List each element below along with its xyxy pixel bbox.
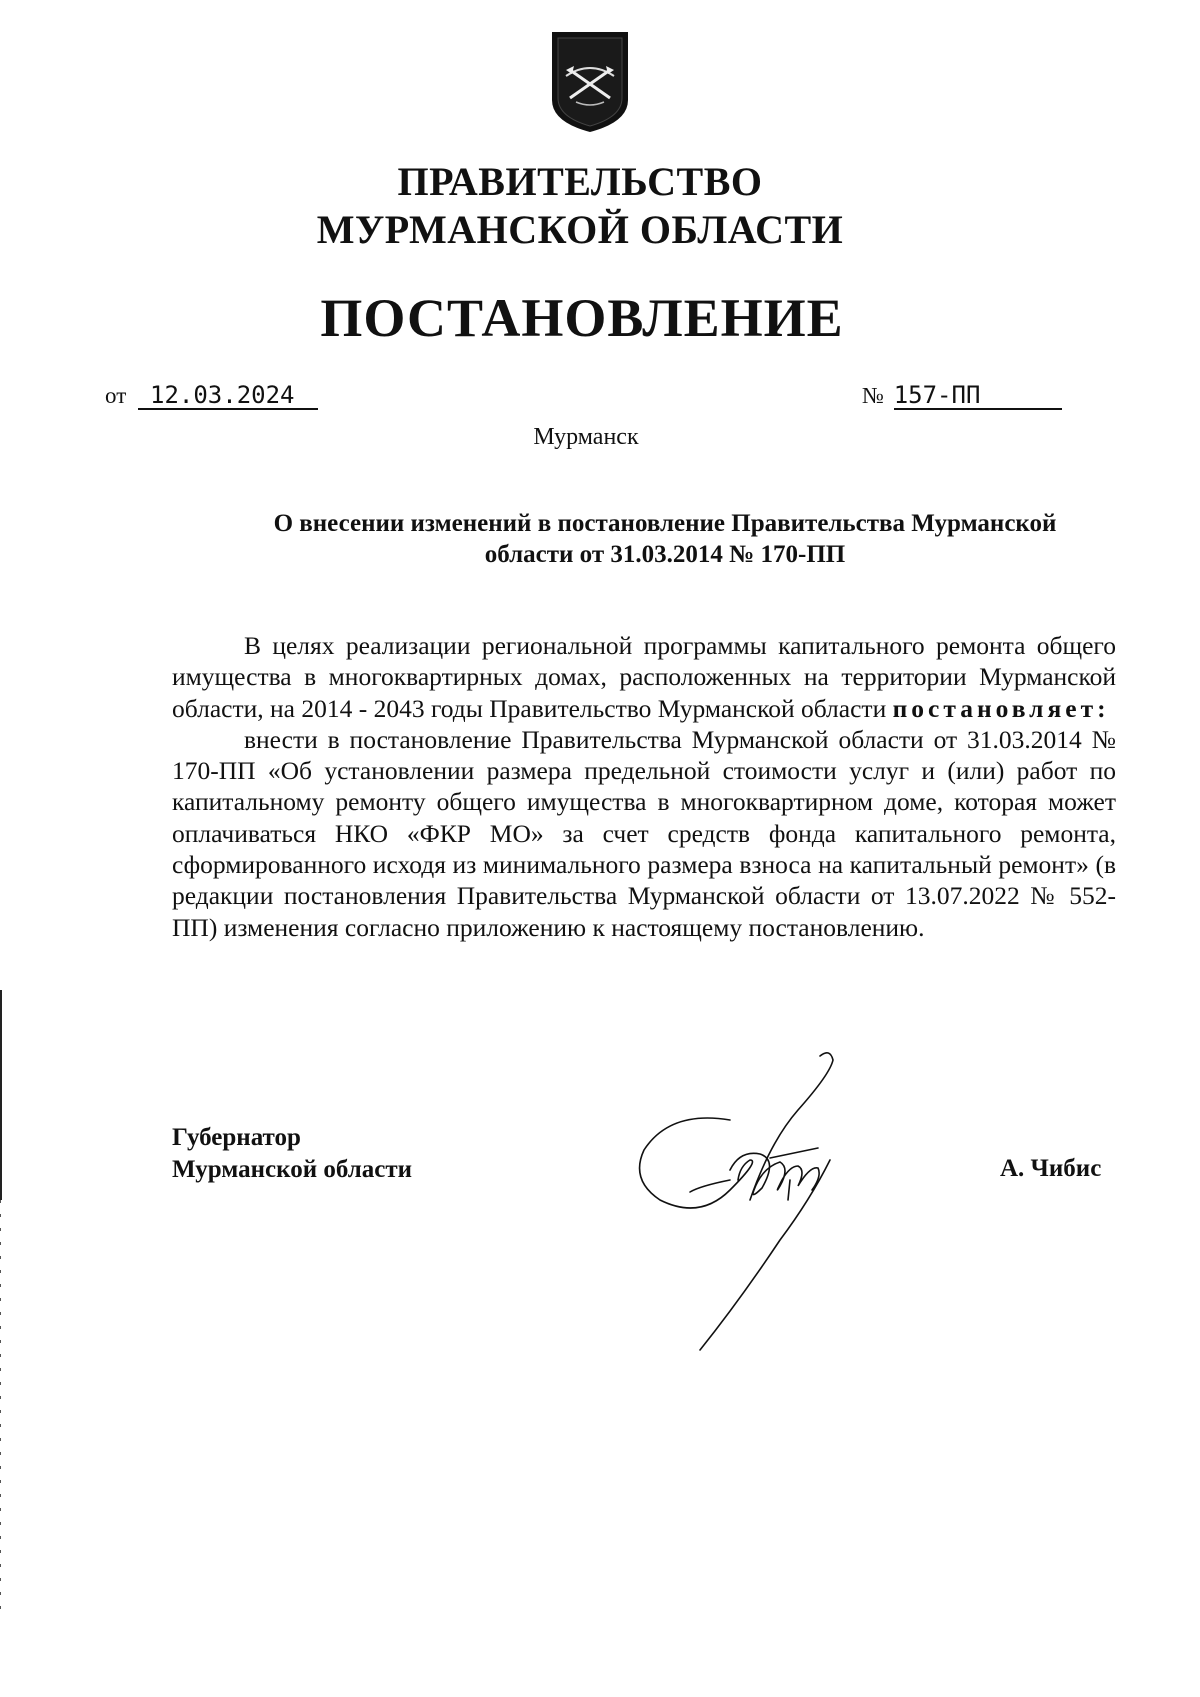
body-paragraph-1 bbox=[172, 630, 1116, 724]
scan-edge-dots bbox=[0, 1200, 1, 1620]
subject-line-2: области от 31.03.2014 № 170-ПП bbox=[484, 541, 846, 568]
coat-of-arms-icon bbox=[550, 30, 630, 134]
document-body bbox=[172, 630, 1116, 943]
document-type-title: ПОСТАНОВЛЕНИЕ bbox=[320, 288, 844, 348]
document-subject bbox=[215, 508, 1115, 570]
signer-title-line-2: Мурманской области bbox=[172, 1156, 413, 1183]
scan-edge-mark bbox=[0, 990, 2, 1200]
government-line-2: МУРМАНСКОЙ ОБЛАСТИ bbox=[316, 207, 844, 252]
paragraph-1-text: В целях реализации региональной программы капитального ремонта общего имущества в многоквартирных домах, расположенных на территории Мурманской области, на 2014 - 2043 годы Правительство Мурманской области bbox=[172, 631, 1116, 723]
number-prefix: № bbox=[862, 383, 884, 408]
subject-line-1: О внесении изменений в постановление Правительства Мурманской bbox=[273, 510, 1057, 537]
date-prefix: от bbox=[105, 383, 127, 408]
city-line bbox=[0, 424, 1200, 451]
resolution-keyword: постановляет: bbox=[892, 693, 1110, 723]
number-line bbox=[862, 382, 1062, 410]
signature-icon bbox=[630, 1050, 920, 1360]
government-line-1: ПРАВИТЕЛЬСТВО bbox=[397, 159, 763, 204]
document-date: 12.03.2024 bbox=[138, 382, 318, 410]
city-name: Мурманск bbox=[533, 424, 639, 450]
body-paragraph-2: внести в постановление Правительства Мурманской области от 31.03.2014 № 170-ПП «Об установлении размера предельной стоимости услуг и (или) работ по капитальному ремонту общего имущества в многоквартирном доме, которая может оплачиваться НКО «ФКР МО» за счет средств фонда капитального ремонта, сформированного исходя из минимального размера взноса на капитальный ремонт» (в редакции постановления Правительства Мурманской области от 13.07.2022 № 552-ПП) изменения согласно приложению к настоящему постановлению. bbox=[172, 724, 1116, 942]
signer-name: А. Чибис bbox=[1000, 1155, 1102, 1182]
signer-title-line-1: Губернатор bbox=[172, 1124, 301, 1151]
document-number: 157-ПП bbox=[894, 382, 1062, 410]
signer-position bbox=[172, 1122, 412, 1186]
date-line bbox=[105, 382, 318, 410]
